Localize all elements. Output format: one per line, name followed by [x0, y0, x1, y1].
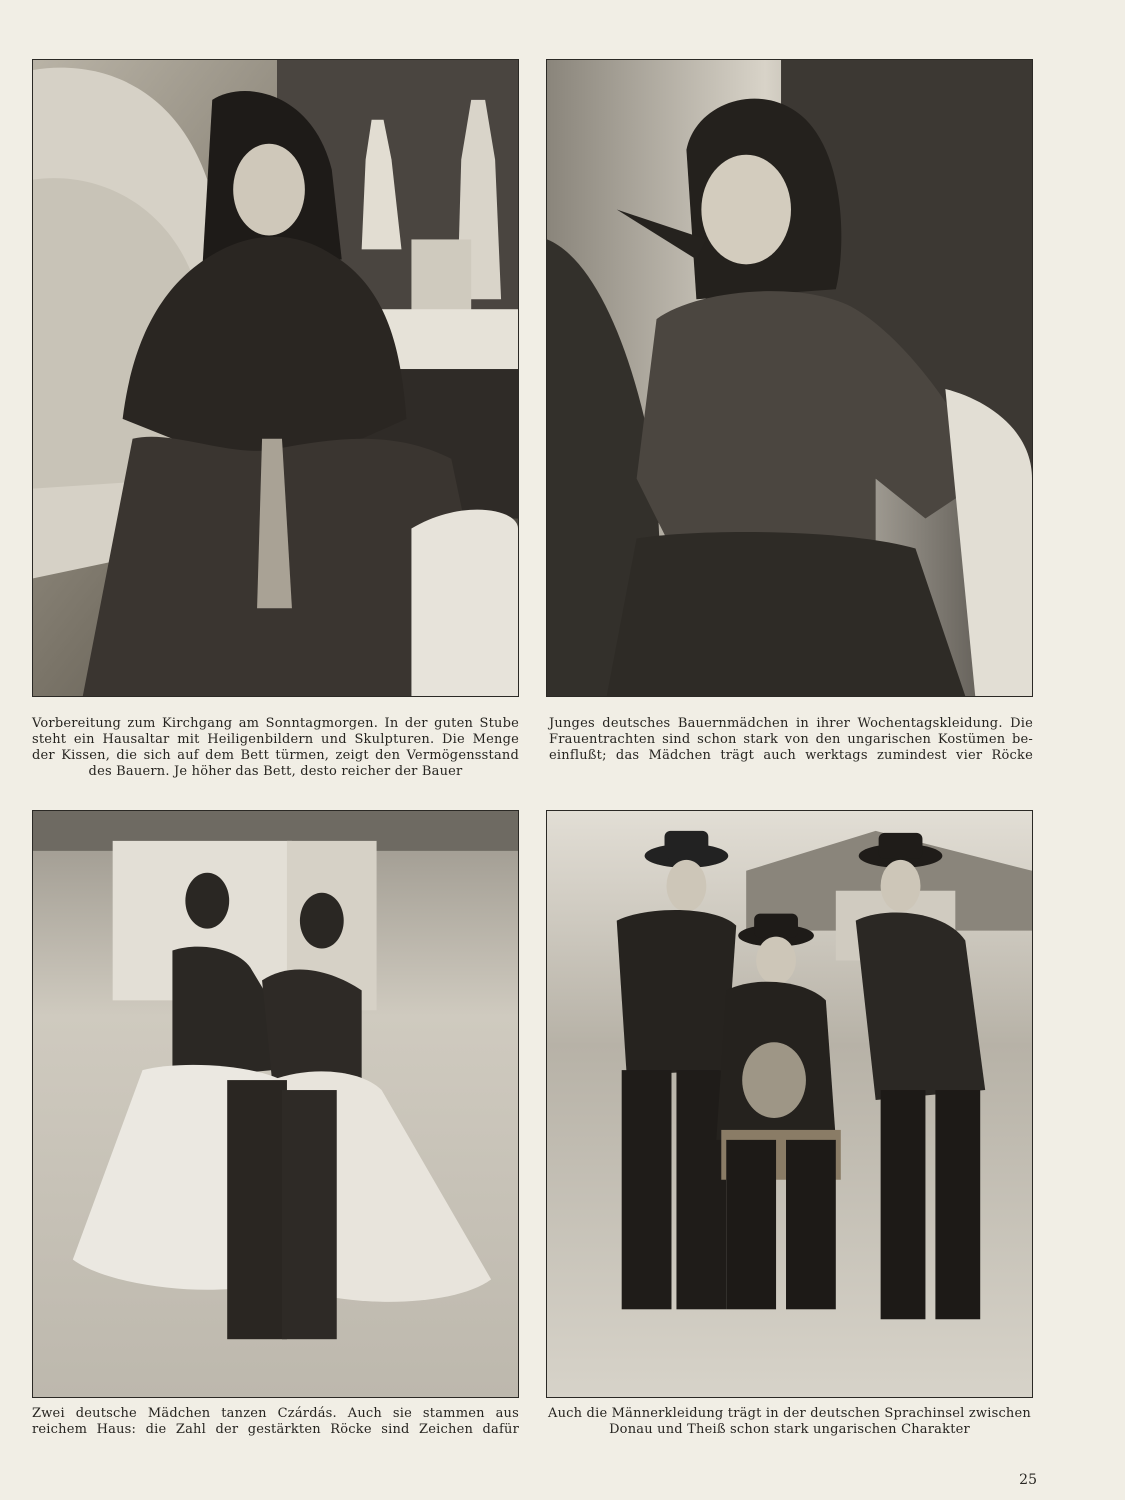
- caption-line: der Kissen, die sich auf dem Bett türmen, zeigt den Vermögensstand: [32, 748, 519, 763]
- caption-line: steht ein Hausaltar mit Heiligenbildern und Skulpturen. Die Menge: [32, 732, 519, 747]
- caption-line: Junges deutsches Bauernmädchen in ihrer Wochentagskleidung. Die: [549, 716, 1033, 731]
- photo-girls-dancing-czardas-image: [33, 811, 518, 1397]
- caption-peasant-girl-weekday-dress: [549, 716, 1033, 764]
- caption-men-traditional-clothing: [546, 1406, 1033, 1438]
- page-number: 25: [1019, 1472, 1037, 1488]
- photo-girl-at-house-altar: [32, 59, 519, 697]
- caption-line: Frauentrachten sind schon stark von den ungarischen Kostümen be-: [549, 732, 1033, 747]
- photo-men-traditional-clothing-image: [547, 811, 1032, 1397]
- caption-girl-at-house-altar: [32, 716, 519, 780]
- caption-line: Auch die Männerkleidung trägt in der deutschen Sprachinsel zwischen: [548, 1406, 1031, 1421]
- caption-line: Donau und Theiß schon stark ungarischen Charakter: [609, 1422, 970, 1437]
- caption-line: Zwei deutsche Mädchen tanzen Czárdás. Auch sie stammen aus: [32, 1406, 519, 1421]
- photo-men-traditional-clothing: [546, 810, 1033, 1398]
- photo-peasant-girl-weekday-dress: [546, 59, 1033, 697]
- caption-line: reichem Haus: die Zahl der gestärkten Röcke sind Zeichen dafür: [32, 1422, 519, 1437]
- caption-line: des Bauern. Je höher das Bett, desto reicher der Bauer: [88, 764, 463, 779]
- photo-girl-at-house-altar-image: [33, 60, 518, 696]
- caption-line: Vorbereitung zum Kirchgang am Sonntagmorgen. In der guten Stube: [32, 716, 519, 731]
- caption-line: einflußt; das Mädchen trägt auch werktags zumindest vier Röcke: [549, 748, 1033, 763]
- photo-peasant-girl-weekday-dress-image: [547, 60, 1032, 696]
- caption-girls-dancing-czardas: [32, 1406, 519, 1438]
- photo-girls-dancing-czardas: [32, 810, 519, 1398]
